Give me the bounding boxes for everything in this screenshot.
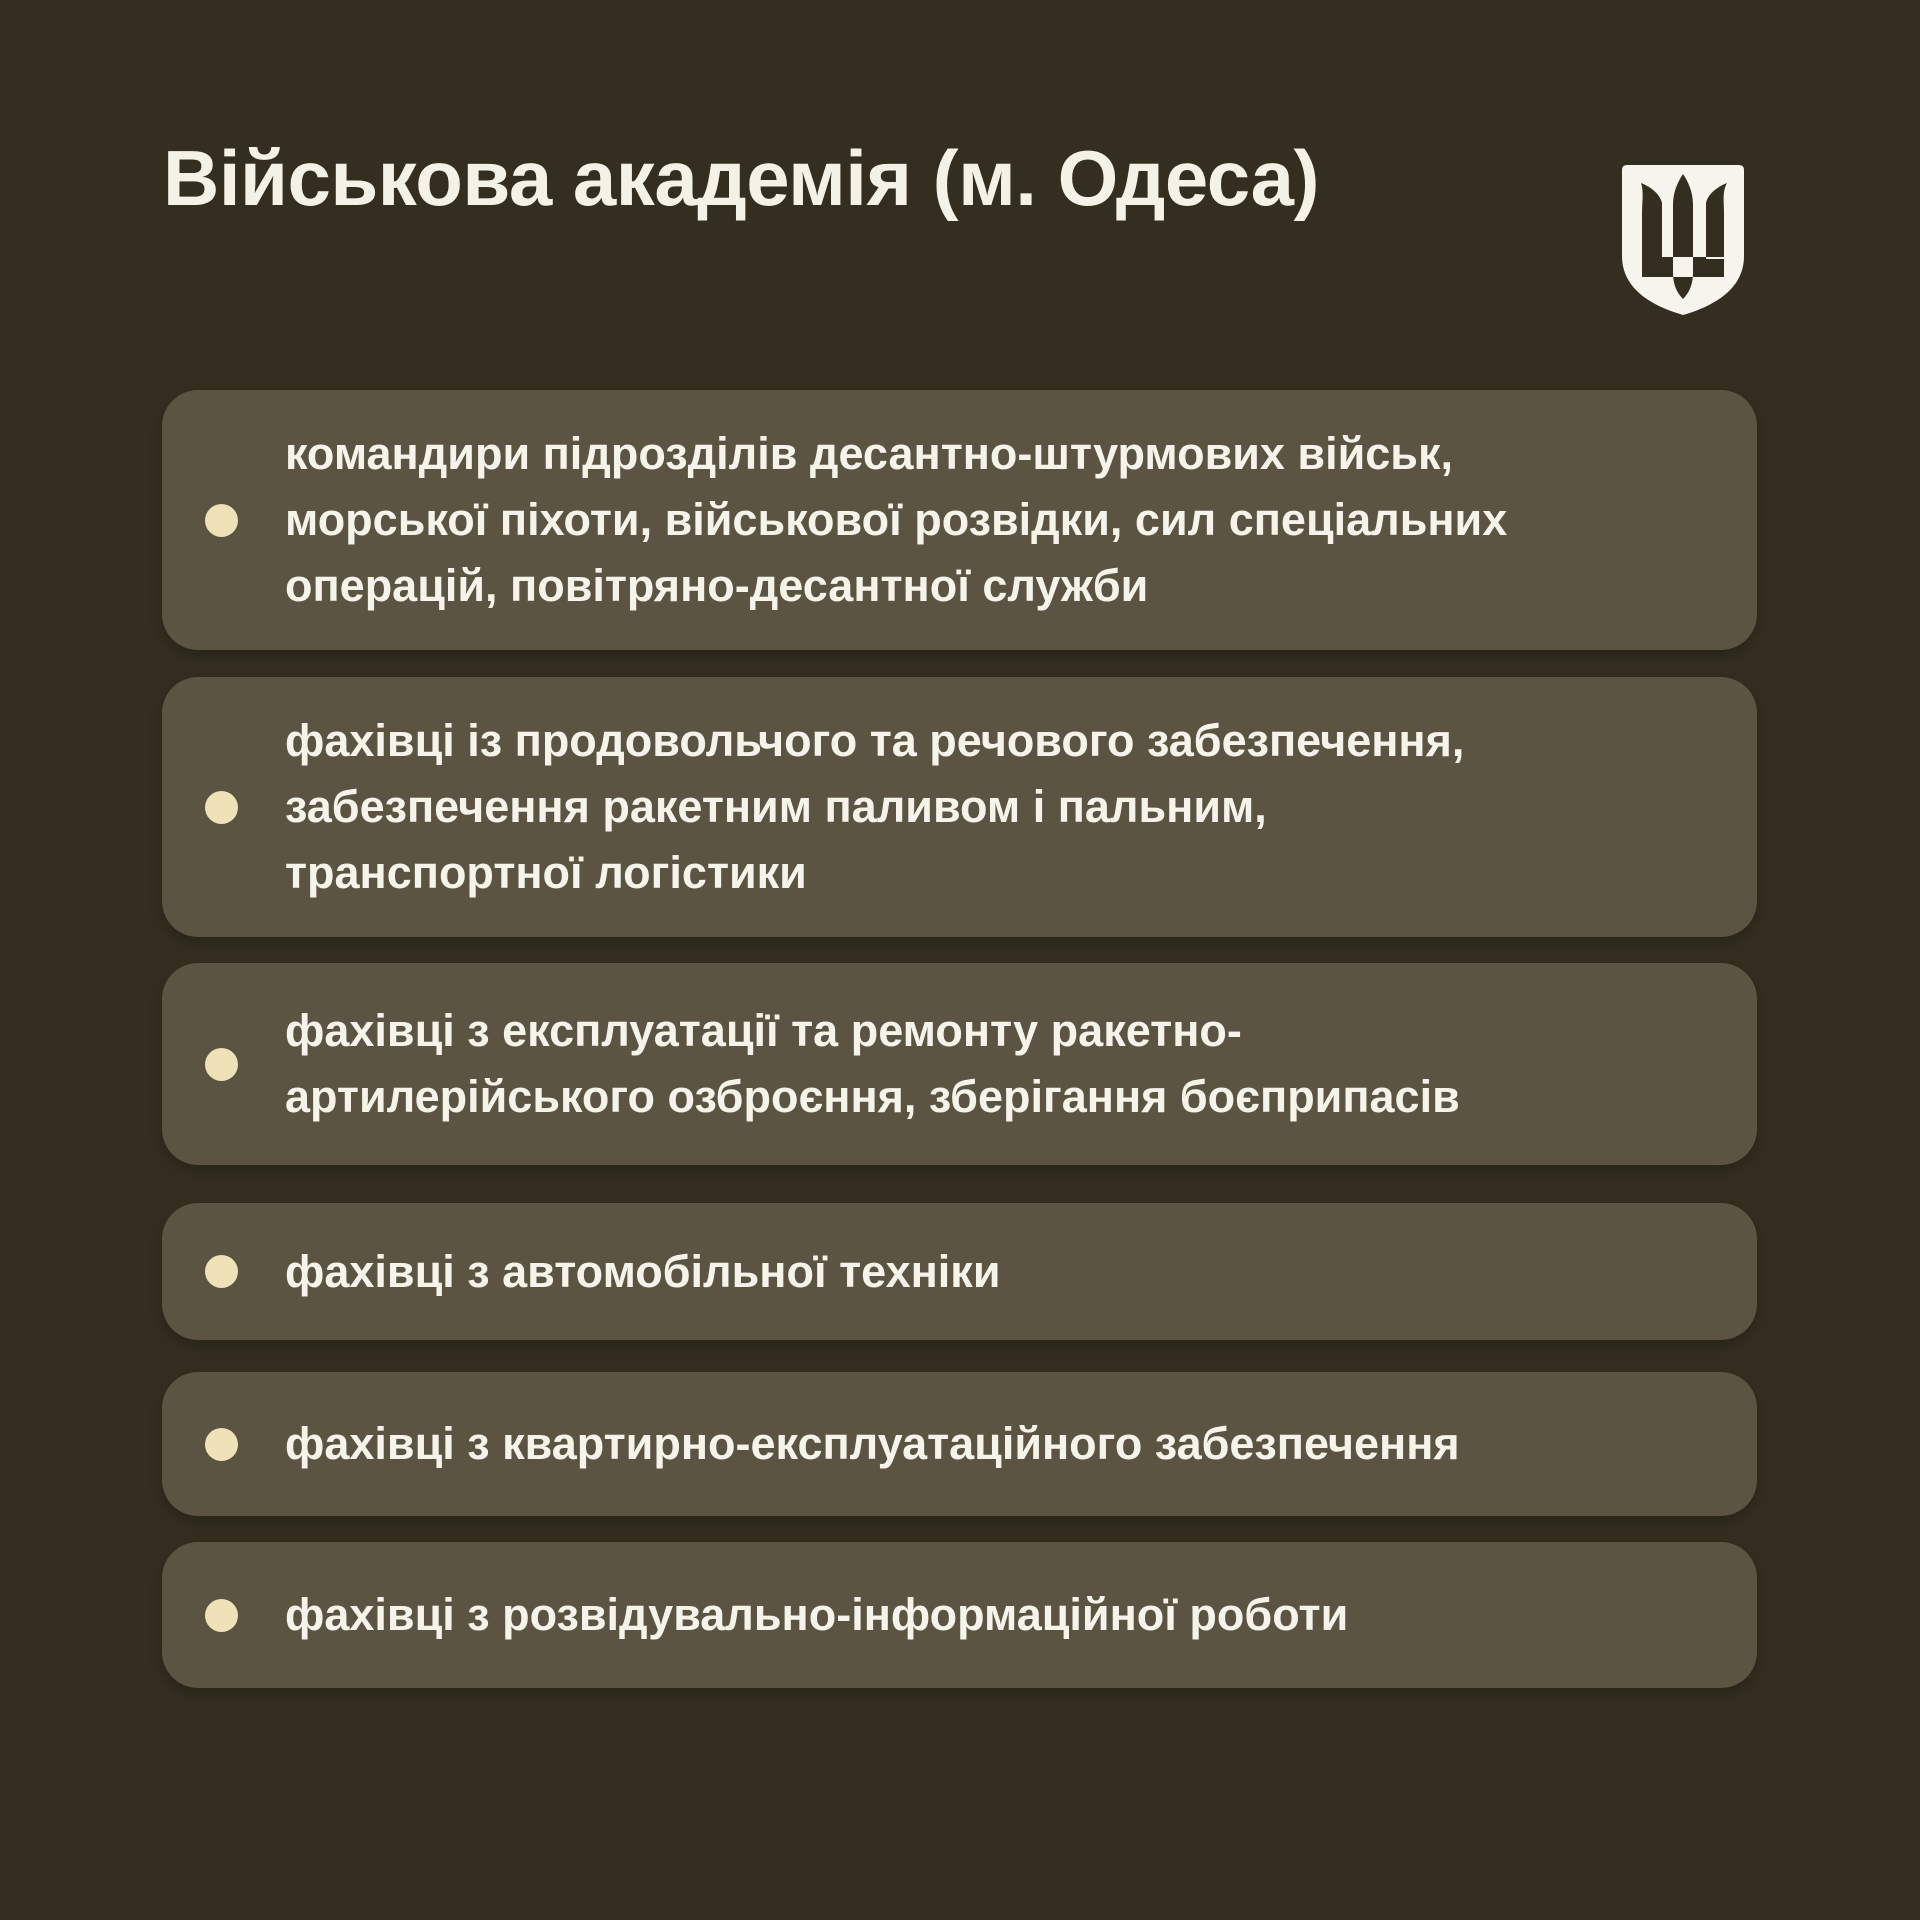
card-text-line: транспортної логістики (285, 847, 807, 898)
card-text-line: командири підрозділів десантно-штурмових військ, (285, 428, 1453, 479)
card-text (285, 421, 1507, 619)
trident-shield-icon (1618, 160, 1748, 320)
bullet-icon (205, 1048, 238, 1081)
card-text-line: морської піхоти, військової розвідки, сил спеціальних (285, 494, 1508, 545)
card-text (285, 1239, 1001, 1305)
card-text (285, 998, 1460, 1130)
specialty-card-list (162, 390, 1757, 1688)
card-text-line: фахівці з експлуатації та ремонту ракетно- (285, 1005, 1242, 1056)
card-text-line: фахівці з автомобільної техніки (285, 1245, 1001, 1297)
card-text-line: фахівці із продовольчого та речового забезпечення, (285, 715, 1465, 766)
specialty-card (162, 1203, 1757, 1340)
bullet-icon (205, 504, 238, 537)
card-text-line: фахівці з квартирно-експлуатаційного забезпечення (285, 1418, 1460, 1469)
specialty-card (162, 390, 1757, 650)
specialty-card (162, 677, 1757, 937)
card-text (285, 708, 1464, 906)
bullet-icon (205, 1255, 238, 1288)
bullet-icon (205, 1428, 238, 1461)
page-title: Військова академія (м. Одеса) (163, 134, 1319, 222)
bullet-icon (205, 791, 238, 824)
specialty-card (162, 1542, 1757, 1688)
card-text-line: артилерійського озброєння, зберігання боєприпасів (285, 1071, 1460, 1122)
specialty-card (162, 1372, 1757, 1516)
card-text (285, 1582, 1348, 1648)
card-text-line: забезпечення ракетним паливом і пальним, (285, 781, 1267, 832)
specialty-card (162, 963, 1757, 1165)
card-text (285, 1411, 1460, 1477)
bullet-icon (205, 1599, 238, 1632)
card-text-line: операцій, повітряно-десантної служби (285, 560, 1149, 611)
card-text-line: фахівці з розвідувально-інформаційної роботи (285, 1589, 1349, 1640)
